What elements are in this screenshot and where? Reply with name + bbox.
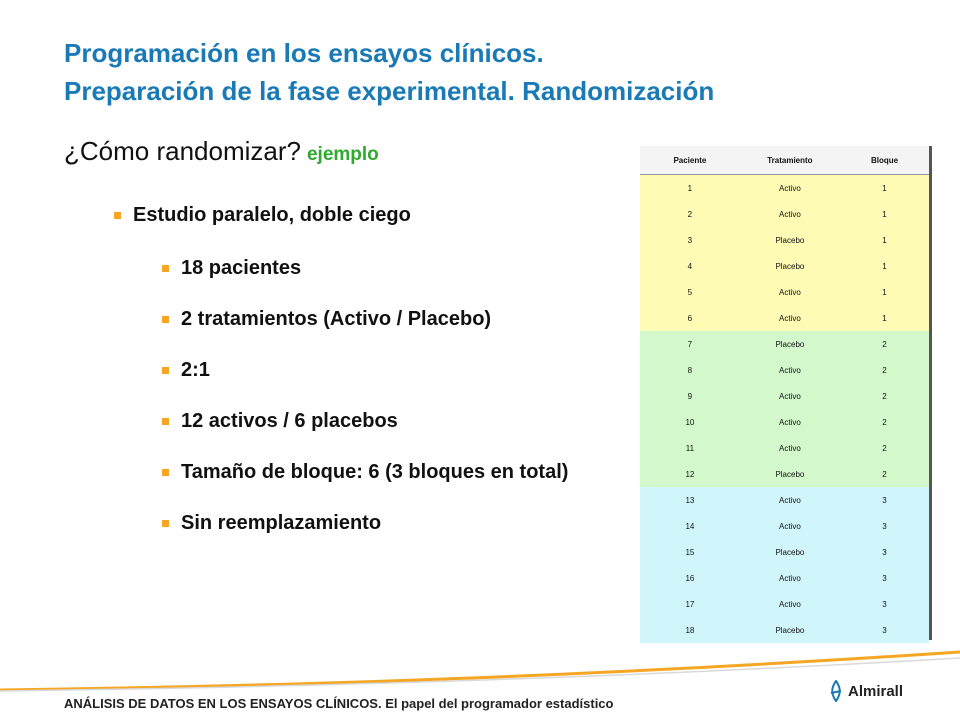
title-line-1: Programación en los ensayos clínicos. bbox=[64, 38, 544, 68]
patient-cell: 9 bbox=[640, 383, 740, 409]
footer-swoosh-grey bbox=[0, 658, 960, 691]
table-row bbox=[640, 539, 929, 565]
patient-cell: 14 bbox=[640, 513, 740, 539]
bullet-sub-label: 12 activos / 6 placebos bbox=[181, 410, 398, 432]
bullet-square-icon bbox=[162, 520, 169, 527]
treatment-cell: Activo bbox=[740, 357, 840, 383]
table-row bbox=[640, 383, 929, 409]
treatment-cell: Placebo bbox=[740, 227, 840, 253]
table-row bbox=[640, 357, 929, 383]
treatment-cell: Placebo bbox=[740, 253, 840, 279]
treatment-cell: Activo bbox=[740, 591, 840, 617]
treatment-cell: Activo bbox=[740, 175, 840, 202]
block-cell: 2 bbox=[840, 435, 929, 461]
bullet-square-icon bbox=[162, 316, 169, 323]
patient-cell: 18 bbox=[640, 617, 740, 643]
block-cell: 1 bbox=[840, 227, 929, 253]
bullet-square-icon bbox=[162, 418, 169, 425]
footer-swoosh-orange bbox=[0, 652, 960, 690]
title-line-2: Preparación de la fase experimental. Randomización bbox=[64, 76, 715, 106]
bullet-sub-label: Tamaño de bloque: 6 (3 bloques en total) bbox=[181, 461, 569, 483]
patient-cell: 8 bbox=[640, 357, 740, 383]
almirall-logo-icon bbox=[828, 680, 844, 702]
randomization-table bbox=[640, 146, 932, 640]
table-row bbox=[640, 227, 929, 253]
bullet-sub bbox=[162, 257, 301, 280]
patient-cell: 12 bbox=[640, 461, 740, 487]
patient-cell: 17 bbox=[640, 591, 740, 617]
block-cell: 3 bbox=[840, 617, 929, 643]
table-header: Paciente bbox=[640, 146, 740, 175]
block-cell: 2 bbox=[840, 331, 929, 357]
treatment-cell: Activo bbox=[740, 565, 840, 591]
patient-cell: 4 bbox=[640, 253, 740, 279]
table-row bbox=[640, 513, 929, 539]
block-cell: 1 bbox=[840, 175, 929, 202]
bullet-square-icon bbox=[162, 265, 169, 272]
bullet-sub-label: 2 tratamientos (Activo / Placebo) bbox=[181, 308, 492, 330]
bullet-main bbox=[114, 204, 411, 227]
table-row bbox=[640, 201, 929, 227]
table-header: Bloque bbox=[840, 146, 929, 175]
randomization-table-grid bbox=[640, 146, 929, 643]
treatment-cell: Placebo bbox=[740, 461, 840, 487]
block-cell: 2 bbox=[840, 383, 929, 409]
patient-cell: 11 bbox=[640, 435, 740, 461]
bullet-sub bbox=[162, 410, 398, 433]
block-cell: 3 bbox=[840, 487, 929, 513]
treatment-cell: Activo bbox=[740, 383, 840, 409]
block-cell: 1 bbox=[840, 279, 929, 305]
block-cell: 3 bbox=[840, 591, 929, 617]
treatment-cell: Placebo bbox=[740, 539, 840, 565]
table-header: Tratamiento bbox=[740, 146, 840, 175]
subtitle-tag: ejemplo bbox=[306, 144, 379, 165]
patient-cell: 13 bbox=[640, 487, 740, 513]
bullet-square-icon bbox=[162, 469, 169, 476]
bullet-sub bbox=[162, 512, 381, 535]
patient-cell: 15 bbox=[640, 539, 740, 565]
patient-cell: 7 bbox=[640, 331, 740, 357]
treatment-cell: Placebo bbox=[740, 331, 840, 357]
bullet-sub-label: 2:1 bbox=[181, 359, 210, 381]
subtitle-text: ¿Cómo randomizar? bbox=[64, 136, 301, 166]
patient-cell: 6 bbox=[640, 305, 740, 331]
patient-cell: 10 bbox=[640, 409, 740, 435]
table-row bbox=[640, 253, 929, 279]
block-cell: 3 bbox=[840, 539, 929, 565]
bullet-square-icon bbox=[162, 367, 169, 374]
treatment-cell: Activo bbox=[740, 279, 840, 305]
bullet-sub-label: 18 pacientes bbox=[181, 257, 302, 279]
bullet-sub-label: Sin reemplazamiento bbox=[181, 512, 382, 534]
treatment-cell: Activo bbox=[740, 487, 840, 513]
block-cell: 3 bbox=[840, 513, 929, 539]
almirall-logo-text: Almirall bbox=[848, 682, 904, 700]
patient-cell: 5 bbox=[640, 279, 740, 305]
bullet-main-label: Estudio paralelo, doble ciego bbox=[133, 204, 411, 226]
treatment-cell: Activo bbox=[740, 435, 840, 461]
bullet-sub bbox=[162, 308, 491, 331]
footer-text: ANÁLISIS DE DATOS EN LOS ENSAYOS CLÍNICOS. El papel del programador estadístico bbox=[64, 696, 614, 711]
block-cell: 2 bbox=[840, 357, 929, 383]
patient-cell: 16 bbox=[640, 565, 740, 591]
table-row bbox=[640, 435, 929, 461]
treatment-cell: Activo bbox=[740, 513, 840, 539]
patient-cell: 2 bbox=[640, 201, 740, 227]
table-row bbox=[640, 305, 929, 331]
subtitle bbox=[64, 136, 379, 167]
table-row bbox=[640, 591, 929, 617]
table-row bbox=[640, 565, 929, 591]
table-row bbox=[640, 487, 929, 513]
bullet-sub bbox=[162, 359, 210, 382]
table-row bbox=[640, 617, 929, 643]
treatment-cell: Activo bbox=[740, 201, 840, 227]
table-header-row bbox=[640, 146, 929, 175]
block-cell: 2 bbox=[840, 409, 929, 435]
block-cell: 3 bbox=[840, 565, 929, 591]
table-row bbox=[640, 175, 929, 202]
slide-title bbox=[64, 34, 924, 110]
table-body bbox=[640, 175, 929, 644]
treatment-cell: Placebo bbox=[740, 617, 840, 643]
table-row bbox=[640, 279, 929, 305]
patient-cell: 3 bbox=[640, 227, 740, 253]
block-cell: 2 bbox=[840, 461, 929, 487]
table-row bbox=[640, 331, 929, 357]
table-row bbox=[640, 461, 929, 487]
bullet-sub bbox=[162, 461, 568, 484]
block-cell: 1 bbox=[840, 253, 929, 279]
block-cell: 1 bbox=[840, 305, 929, 331]
treatment-cell: Activo bbox=[740, 305, 840, 331]
patient-cell: 1 bbox=[640, 175, 740, 202]
table-row bbox=[640, 409, 929, 435]
bullet-square-icon bbox=[114, 212, 121, 219]
block-cell: 1 bbox=[840, 201, 929, 227]
treatment-cell: Activo bbox=[740, 409, 840, 435]
almirall-logo bbox=[828, 680, 903, 702]
